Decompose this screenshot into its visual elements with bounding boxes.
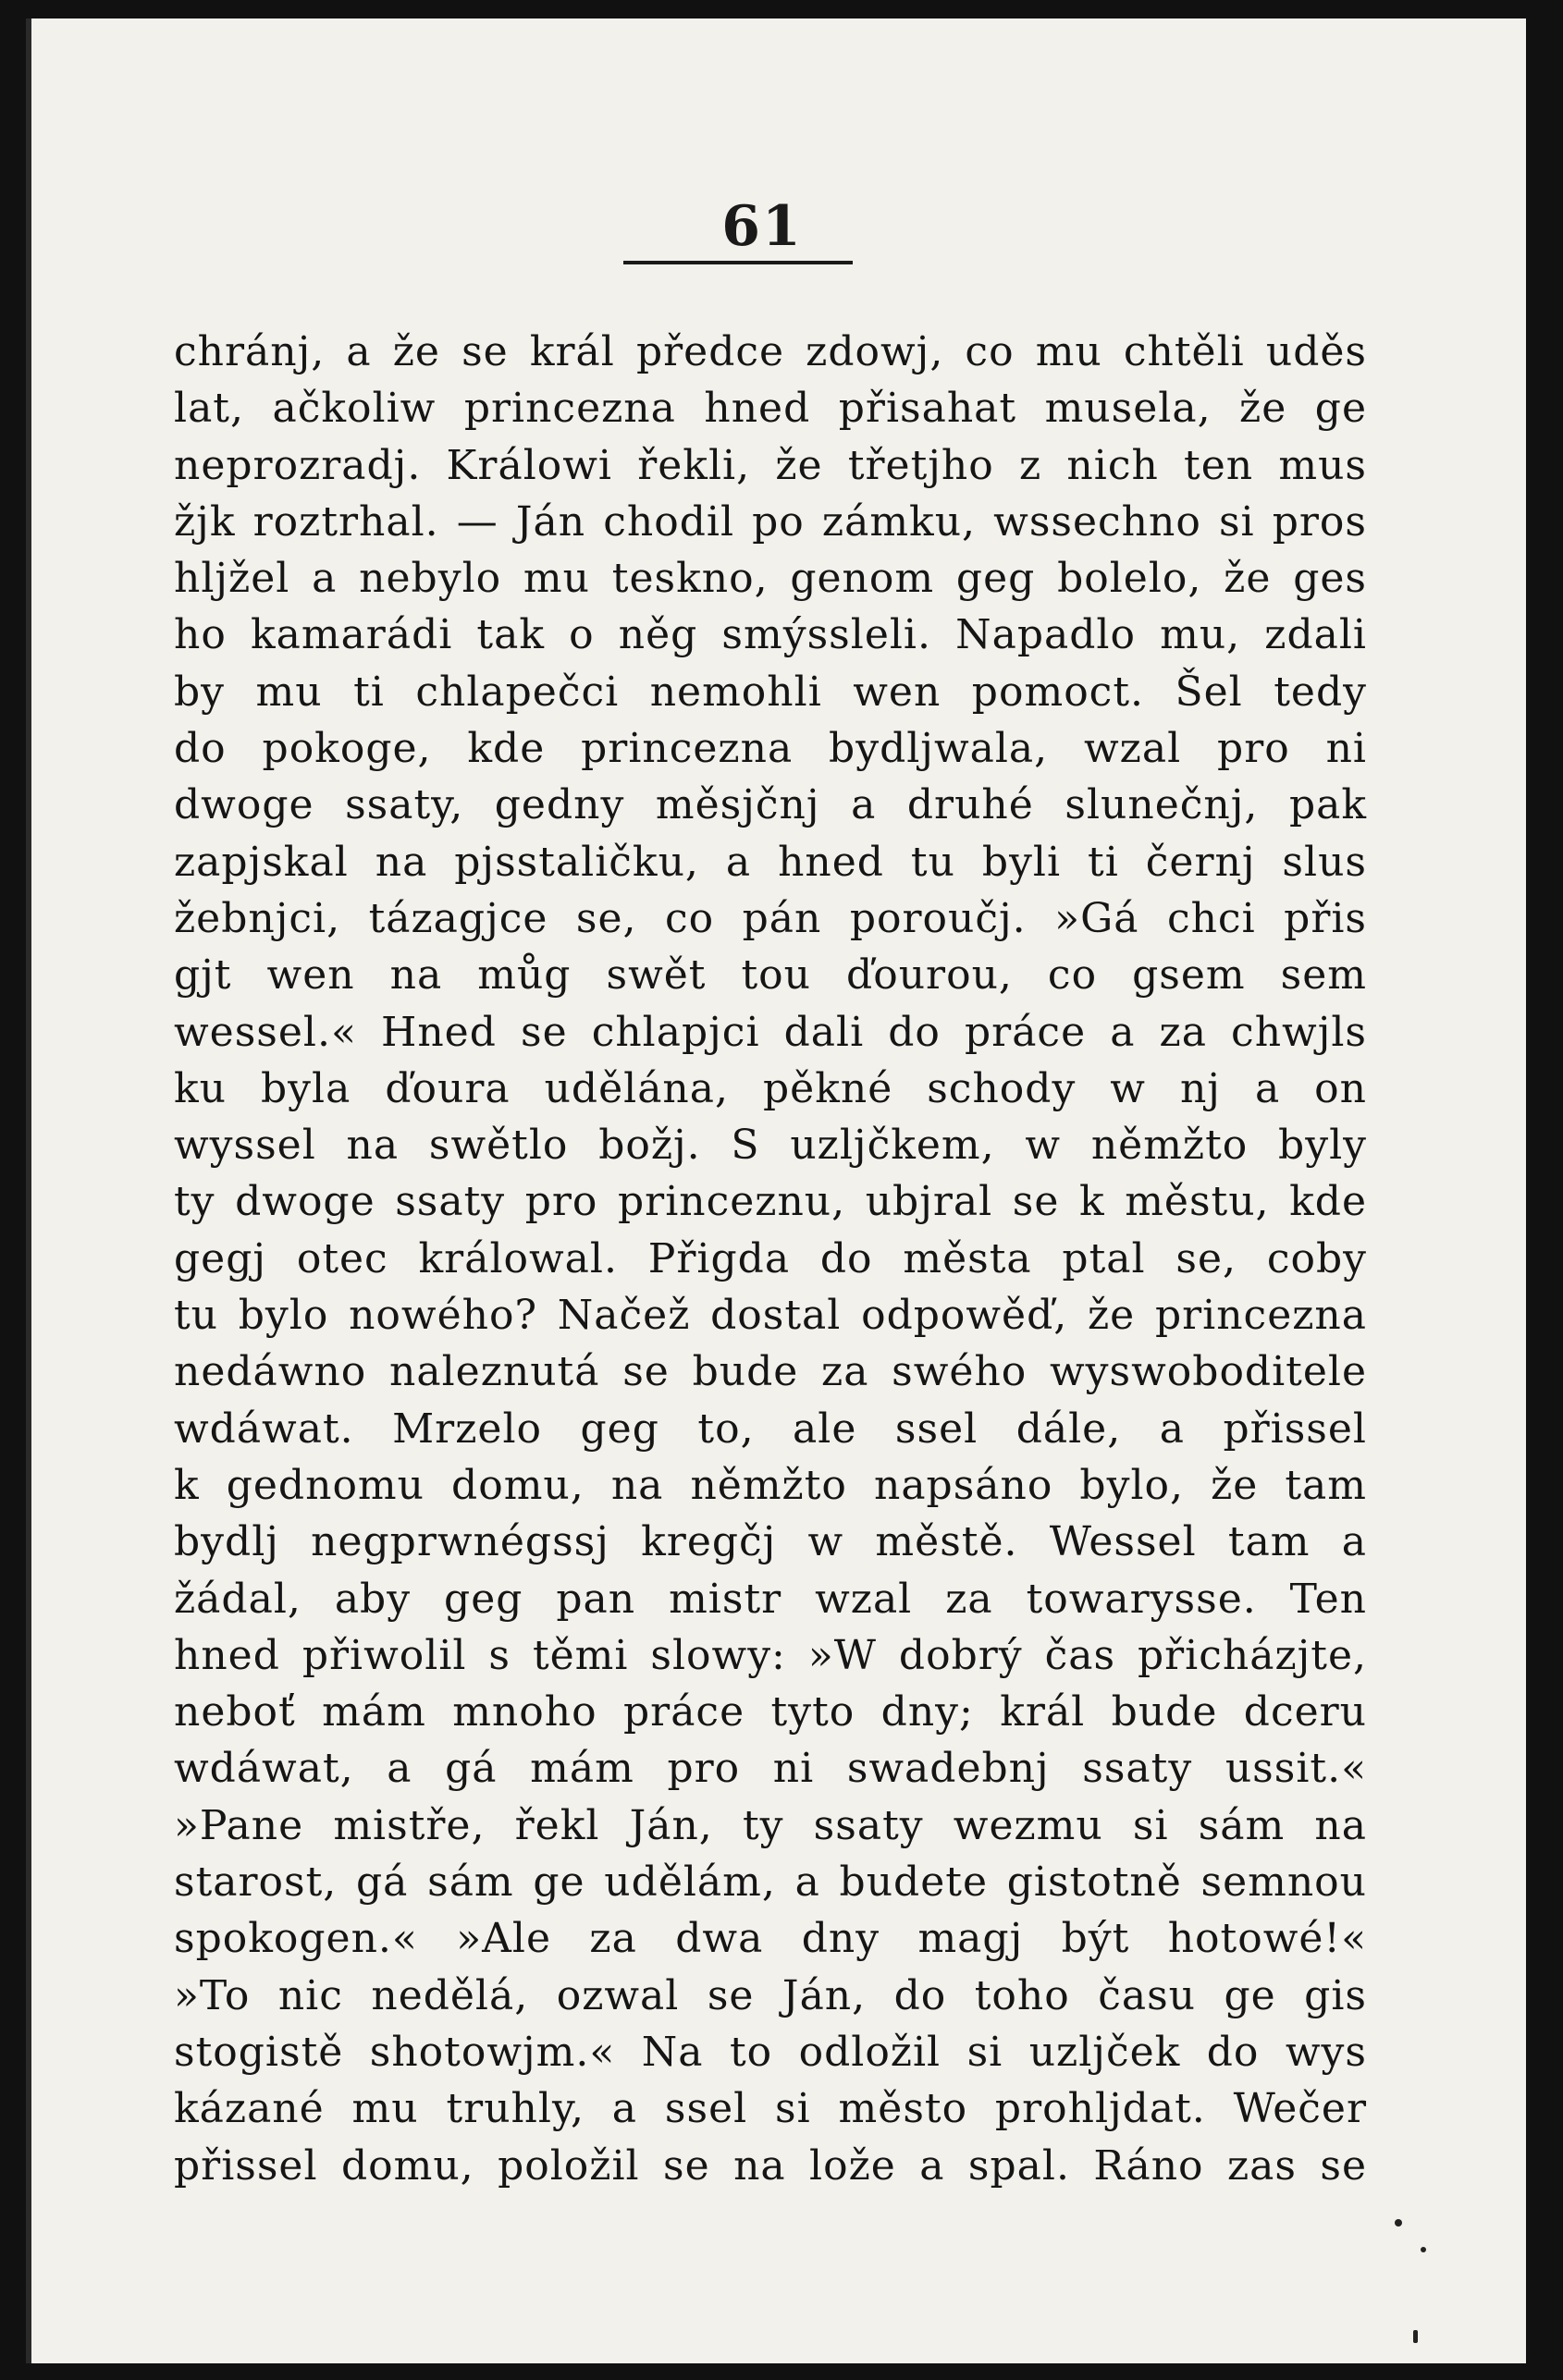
text-line: by mu ti chlapečci nemohli wen pomoct. Šel tedy [174, 668, 1367, 716]
text-line: wessel.« Hned se chlapjci dali do práce a za chwjls [174, 1008, 1367, 1056]
gutter-shadow [26, 18, 31, 2363]
text-line: kázané mu truhly, a ssel si město prohljdat. Wečer [174, 2085, 1367, 2133]
text-line: hljžel a nebylo mu teskno, genom geg bolelo, že ges [174, 555, 1367, 603]
text-line: starost, gá sám ge udělám, a budete gistotně semnou [174, 1859, 1367, 1907]
text-line: přissel domu, položil se na lože a spal. Ráno zas se [174, 2141, 1367, 2190]
text-line: dwoge ssaty, gedny měsjčnj a druhé slunečnj, pak [174, 781, 1367, 829]
text-line: žjk roztrhal. — Ján chodil po zámku, wssechno si pros [174, 497, 1367, 546]
text-line: gjt wen na můg swět tou ďourou, co gsem sem [174, 951, 1367, 1000]
text-line: zapjskal na pjsstaličku, a hned tu byli ti černj slus [174, 838, 1367, 886]
text-line: ku byla ďoura udělána, pěkné schody w nj a on [174, 1064, 1367, 1112]
text-line: žebnjci, tázagjce se, co pán poroučj. »Gá chci přis [174, 894, 1367, 942]
text-line: ho kamarádi tak o něg smýssleli. Napadlo mu, zdali [174, 611, 1367, 659]
page-number: 61 [721, 194, 803, 259]
text-line: spokogen.« »Ale za dwa dny magj být hotowé!« [174, 1915, 1367, 1963]
page-number-rule [623, 261, 853, 264]
paper-speck [1421, 2247, 1426, 2252]
text-line: ty dwoge ssaty pro princeznu, ubjral se k městu, kde [174, 1178, 1367, 1226]
text-line: wdáwat, a gá mám pro ni swadebnj ssaty ussit.« [174, 1745, 1367, 1793]
text-line: k gednomu domu, na němžto napsáno bylo, že tam [174, 1461, 1367, 1509]
text-line: stogistě shotowjm.« Na to odložil si uzljček do wys [174, 2028, 1367, 2076]
text-line: neprozradj. Králowi řekli, že třetjho z nich ten mus [174, 441, 1367, 489]
text-line: žádal, aby geg pan mistr wzal za towarysse. Ten [174, 1575, 1367, 1623]
book-page [26, 18, 1526, 2363]
paper-speck [1413, 2330, 1418, 2343]
text-line: hned přiwolil s těmi slowy: »W dobrý čas přicházjte, [174, 1631, 1367, 1679]
text-line: chránj, a že se král předce zdowj, co mu chtěli uděs [174, 328, 1367, 375]
text-line: nedáwno naleznutá se bude za swého wyswoboditele [174, 1348, 1367, 1396]
body-text [174, 324, 1367, 2194]
text-line: do pokoge, kde princezna bydljwala, wzal pro ni [174, 725, 1367, 773]
text-line: »Pane mistře, řekl Ján, ty ssaty wezmu si sám na [174, 1801, 1367, 1849]
text-line: »To nic nedělá, ozwal se Ján, do toho času ge gis [174, 1971, 1367, 2019]
text-line: tu bylo nowého? Načež dostal odpowěď, že princezna [174, 1292, 1367, 1340]
text-line: lat, ačkoliw princezna hned přisahat musela, že ge [174, 385, 1367, 433]
text-line: wyssel na swětlo božj. S uzljčkem, w němžto byly [174, 1122, 1367, 1170]
text-line: wdáwat. Mrzelo geg to, ale ssel dále, a přissel [174, 1405, 1367, 1453]
paper-speck [1395, 2219, 1402, 2227]
text-line: neboť mám mnoho práce tyto dny; král bude dceru [174, 1688, 1367, 1736]
text-line: gegj otec králowal. Přigda do města ptal se, coby [174, 1234, 1367, 1282]
text-line: bydlj negprwnégssj kregčj w městě. Wessel tam a [174, 1518, 1367, 1566]
